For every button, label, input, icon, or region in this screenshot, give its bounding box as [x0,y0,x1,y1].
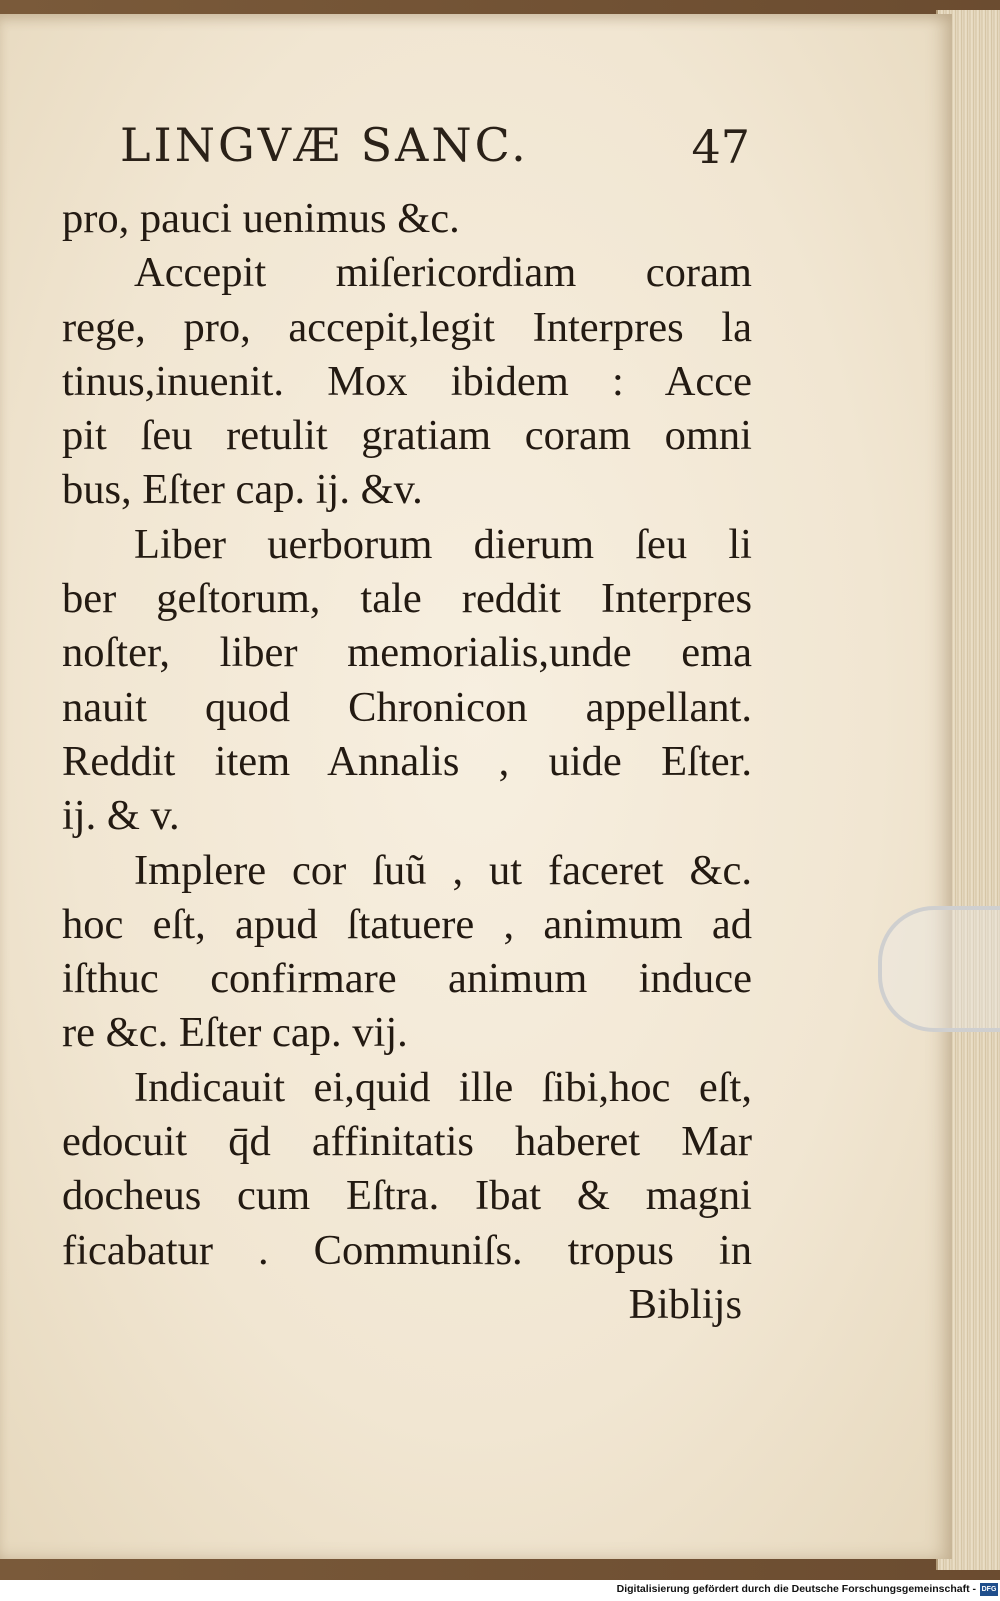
text-line: Implere cor ſuũ , ut faceret &c. [134,846,752,894]
text-line: iſthuc confirmare animum induce [62,955,752,1003]
text-line: edocuit q̄d affinitatis haberet Mar [62,1118,752,1166]
text-line: pro, pauci uenimus &c. [62,195,460,242]
dfg-logo: DFG [980,1583,998,1596]
running-head-title: LINGVÆ SANC. [120,118,529,172]
running-head [120,118,770,188]
book-page [0,14,952,1559]
text-line: tinus,inuenit. Mox ibidem : Acce [62,357,752,405]
page-number: 47 [691,120,750,174]
text-line: noſter, liber memorialis,unde ema [62,629,752,677]
text-line: ficabatur . Communiſs. tropus in [62,1226,752,1274]
text-line: hoc eſt, apud ſtatuere , animum ad [62,900,752,948]
funding-credit: Digitalisierung gefördert durch die Deutsche Forschungsgemeinschaft - [616,1583,976,1595]
text-line: docheus cum Eſtra. Ibat & magni [62,1172,752,1220]
text-line: Accepit miſericordiam coram [134,249,752,297]
text-line: pit ſeu retulit gratiam coram omni [62,412,752,460]
text-line: ij. & v. [62,792,180,840]
text-line: nauit quod Chronicon appellant. [62,683,752,731]
text-line: re &c. Eſter cap. vij. [62,1009,408,1057]
body-text [62,192,752,1332]
text-line: ber geſtorum, tale reddit Interpres [62,575,752,623]
text-line: rege, pro, accepit,legit Interpres la [62,303,752,351]
footer-bar [0,1580,1000,1601]
page-clip [878,906,1000,1032]
catchword: Biblijs [628,1280,742,1328]
text-line: bus, Eſter cap. ij. &v. [62,466,423,514]
text-line: Indicauit ei,quid ille ſibi,hoc eſt, [134,1063,752,1111]
text-line: Reddit item Annalis , uide Eſter. [62,737,752,785]
text-line: Liber uerborum dierum ſeu li [134,520,752,568]
